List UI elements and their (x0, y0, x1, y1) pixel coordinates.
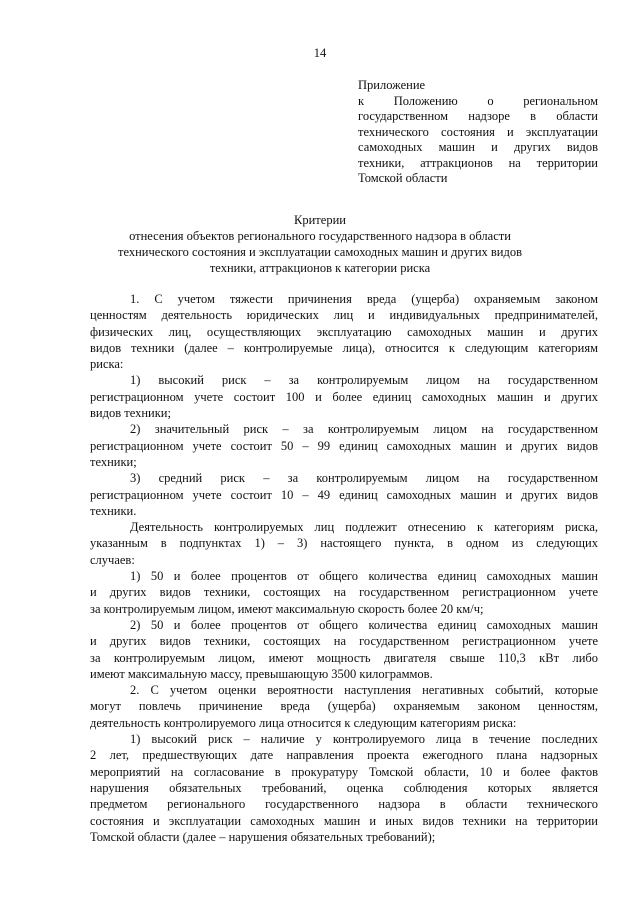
document-body (90, 291, 598, 845)
body-line: видов техники; (90, 406, 171, 421)
body-line: могут повлечь причинение вреда (ущерба) охраняемым законом ценностям, (90, 699, 598, 714)
body-line: 2) значительный риск – за контролируемым лицом на государственном (130, 422, 598, 437)
body-line: физических лиц, осуществляющих эксплуатацию самоходных машин и других (90, 324, 598, 339)
appendix-line: к Положению о региональном (358, 93, 598, 108)
body-line: 1) высокий риск – наличие у контролируемого лица в течение последних (130, 732, 598, 747)
document-heading (90, 212, 550, 276)
appendix-note (358, 78, 598, 187)
body-line: случаев: (90, 552, 135, 567)
body-line: 1) высокий риск – за контролируемым лицом на государственном (130, 373, 598, 388)
appendix-line: техники, аттракционов на территории (358, 155, 598, 170)
body-line: регистрационном учете состоит 50 – 99 единиц самоходных машин и других видов (90, 438, 598, 453)
body-line: 1) 50 и более процентов от общего количества единиц самоходных машин (130, 569, 598, 584)
body-line: 2 лет, предшествующих дате направления проекта ежегодного плана надзорных (90, 748, 598, 763)
body-line: имеют максимальную массу, превышающую 3500 килограммов. (90, 666, 433, 681)
body-line: за контролируемым лицом, имеют мощность двигателя свыше 110,3 кВт либо (90, 650, 598, 665)
body-line: регистрационном учете состоит 10 – 49 единиц самоходных машин и других видов (90, 487, 598, 502)
body-line: и других видов техники, состоящих на государственном регистрационном учете (90, 634, 598, 649)
body-line: деятельность контролируемого лица относится к следующим категориям риска: (90, 715, 517, 730)
body-line: 1. С учетом тяжести причинения вреда (ущерба) охраняемым законом (130, 292, 598, 306)
body-line: техники; (90, 454, 137, 469)
body-line: Деятельность контролируемых лиц подлежит отнесению к категориям риска, (130, 520, 598, 535)
heading-line: техники, аттракционов к категории риска (209, 261, 431, 275)
body-line: 2. С учетом оценки вероятности наступления негативных событий, которые (130, 683, 598, 698)
body-line: мероприятий на согласование в прокуратуру Томской области, 10 и более фактов (90, 764, 598, 779)
body-line: состояния и эксплуатации самоходных машин и иных видов техники на территории (90, 813, 598, 828)
heading-line: отнесения объектов регионального государственного надзора в области (129, 229, 511, 243)
body-line: Томской области (далее – нарушения обязательных требований); (90, 829, 436, 844)
body-line: риска: (90, 357, 124, 372)
body-line: 2) 50 и более процентов от общего количества единиц самоходных машин (130, 617, 598, 632)
body-line: указанным в подпунктах 1) – 3) настоящего пункта, в одном из следующих (90, 536, 598, 551)
appendix-title: Приложение (358, 78, 426, 92)
appendix-line: технического состояния и эксплуатации (358, 124, 598, 139)
heading-line: технического состояния и эксплуатации самоходных машин и других видов (118, 245, 522, 259)
appendix-line: государственном надзоре в области (358, 109, 598, 123)
body-line: нарушения обязательных требований, оценка соблюдения которых является (90, 780, 598, 795)
body-line: видов техники (далее – контролируемые лица), относится к следующим категориям (90, 340, 598, 355)
body-line: 3) средний риск – за контролируемым лицом на государственном (130, 471, 598, 486)
body-line: техники. (90, 503, 137, 518)
body-line: регистрационном учете состоит 100 и более единиц самоходных машин и других (90, 389, 598, 404)
body-line: и других видов техники, состоящих на государственном регистрационном учете (90, 585, 598, 600)
page-number: 14 (313, 46, 327, 60)
body-line: за контролируемым лицом, имеют максимальную скорость более 20 км/ч; (90, 601, 484, 616)
body-line: предметом регионального государственного надзора в области технического (90, 797, 598, 812)
body-line: ценностям деятельность юридических лиц и индивидуальных предпринимателей, (90, 308, 598, 323)
appendix-line: Томской области (358, 171, 448, 185)
appendix-line: самоходных машин и других видов (358, 140, 598, 154)
heading-title: Критерии (294, 213, 346, 227)
